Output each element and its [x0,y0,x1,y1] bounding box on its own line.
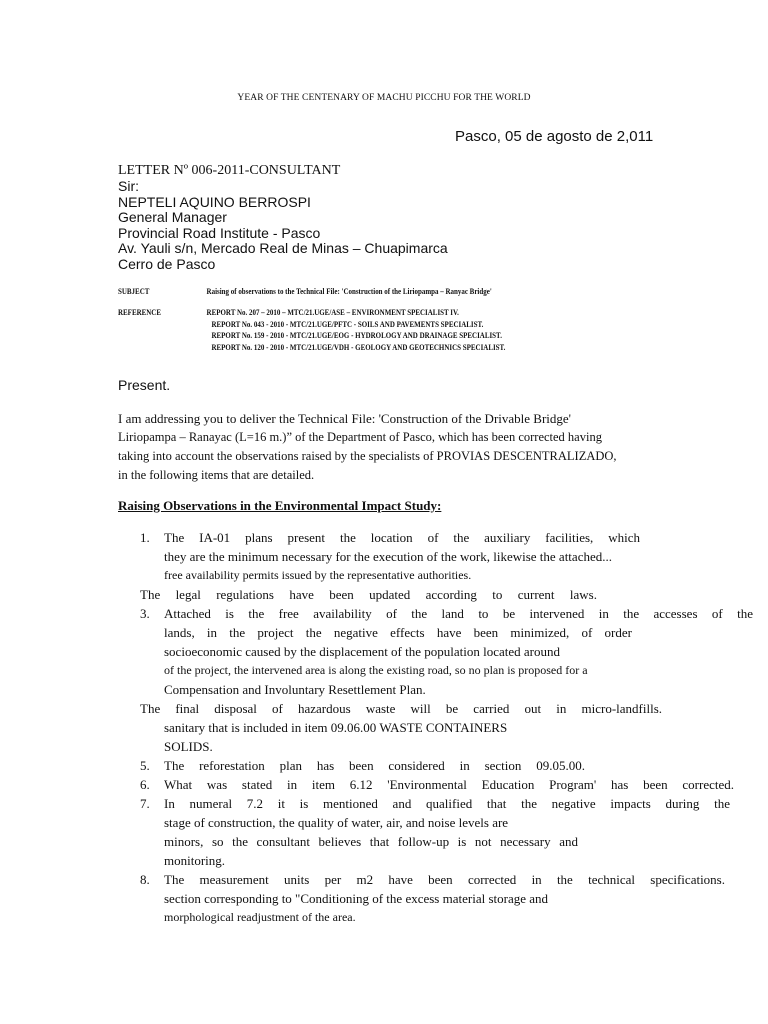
intro-line: I am addressing you to deliver the Technical File: 'Construction of the Drivable Bridge' [118,411,572,426]
list-item-line: Compensation and Involuntary Resettlement Plan. [164,682,426,697]
list-item-line: The final disposal of hazardous waste will be carried out in micro-landfills. [140,701,662,716]
item-number: 1. [140,530,150,545]
letter-date: Pasco, 05 de agosto de 2,011 [455,128,654,145]
recipient-organization: Provincial Road Institute - Pasco [118,224,321,241]
reference-label: REFERENCE [118,307,161,317]
list-item-line: The reforestation plan has been considered in section 09.05.00. [164,758,585,773]
salutation: Sir: [118,178,139,194]
list-item-line: minors, so the consultant believes that follow-up is not necessary and [164,834,578,849]
list-item-line: section corresponding to "Conditioning of the excess material storage and [164,891,549,906]
reference-item: REPORT No. 207 – 2010 – MTC/21.UGE/ASE – ENVIRONMENT SPECIALIST IV. [206,307,459,317]
address-block [118,163,448,272]
item-number: 3. [140,606,150,621]
list-item-line: stage of construction, the quality of water, air, and noise levels are [164,815,509,830]
recipient-title: General Manager [118,209,227,225]
list-item-line: In numeral 7.2 it is mentioned and qualified that the negative impacts during the [164,796,730,811]
list-item-line: of the project, the intervened area is along the existing road, so no plan is proposed for a [164,663,588,677]
page-heading: YEAR OF THE CENTENARY OF MACHU PICCHU FOR THE WORLD [237,93,531,103]
item-number: 7. [140,796,150,811]
list-item-line: socioeconomic caused by the displacement of the population located around [164,644,561,659]
subject-text: Raising of observations to the Technical File: 'Construction of the Liriopampa – Ranyac Bridge' [206,286,492,296]
reference-item: REPORT No. 120 - 2010 - MTC/21.UGE/VDH - GEOLOGY AND GEOTECHNICS SPECIALIST. [211,341,506,352]
list-item-line: they are the minimum necessary for the execution of the work, likewise the attached... [164,549,612,564]
intro-line: in the following items that are detailed. [118,468,315,482]
intro-paragraph [118,409,617,485]
letter-number: LETTER Nº 006-2011-CONSULTANT [118,163,341,178]
intro-line: Liriopampa – Ranayac (L=16 m.)” of the Department of Pasco, which has been corrected having [118,430,602,444]
recipient-address: Av. Yauli s/n, Mercado Real de Minas – Chuapimarca [118,240,448,256]
section-title: Raising Observations in the Environmental Impact Study: [118,498,442,513]
reference-item: REPORT No. 159 - 2010 - MTC/21.UGE/EOG - HYDROLOGY AND DRAINAGE SPECIALIST. [211,330,502,340]
list-item-line: The legal regulations have been updated according to current laws. [140,587,597,602]
list-item-line: lands, in the project the negative effects have been minimized, of order [164,625,632,640]
list-item-line: monitoring. [164,853,226,868]
list-item-line: sanitary that is included in item 09.06.00 WASTE CONTAINERS [164,720,508,735]
item-number: 8. [140,872,150,887]
present-line: Present. [118,377,171,393]
list-item-line: The IA-01 plans present the location of the auxiliary facilities, which [164,530,640,545]
recipient-name: NEPTELI AQUINO BERROSPI [118,193,311,210]
intro-line: taking into account the observations raised by the specialists of PROVIAS DESCENTRALIZADO, [118,449,617,463]
item-number: 6. [140,777,150,792]
item-number: 5. [140,758,150,773]
list-item-line: Attached is the free availability of the land to be intervened in the accesses of the [164,606,753,621]
list-item-line: The measurement units per m2 have been corrected in the technical specifications. [164,872,725,887]
list-item-line: What was stated in item 6.12 'Environmental Education Program' has been corrected. [164,777,734,792]
list-item-line: morphological readjustment of the area. [164,910,356,924]
recipient-city: Cerro de Pasco [118,255,216,272]
list-item-line: free availability permits issued by the representative authorities. [164,568,472,582]
reference-item: REPORT No. 043 - 2010 - MTC/21.UGE/PFTC - SOILS AND PAVEMENTS SPECIALIST. [211,318,484,329]
subject-label: SUBJECT [118,286,150,296]
list-item-line: SOLIDS. [164,739,213,754]
